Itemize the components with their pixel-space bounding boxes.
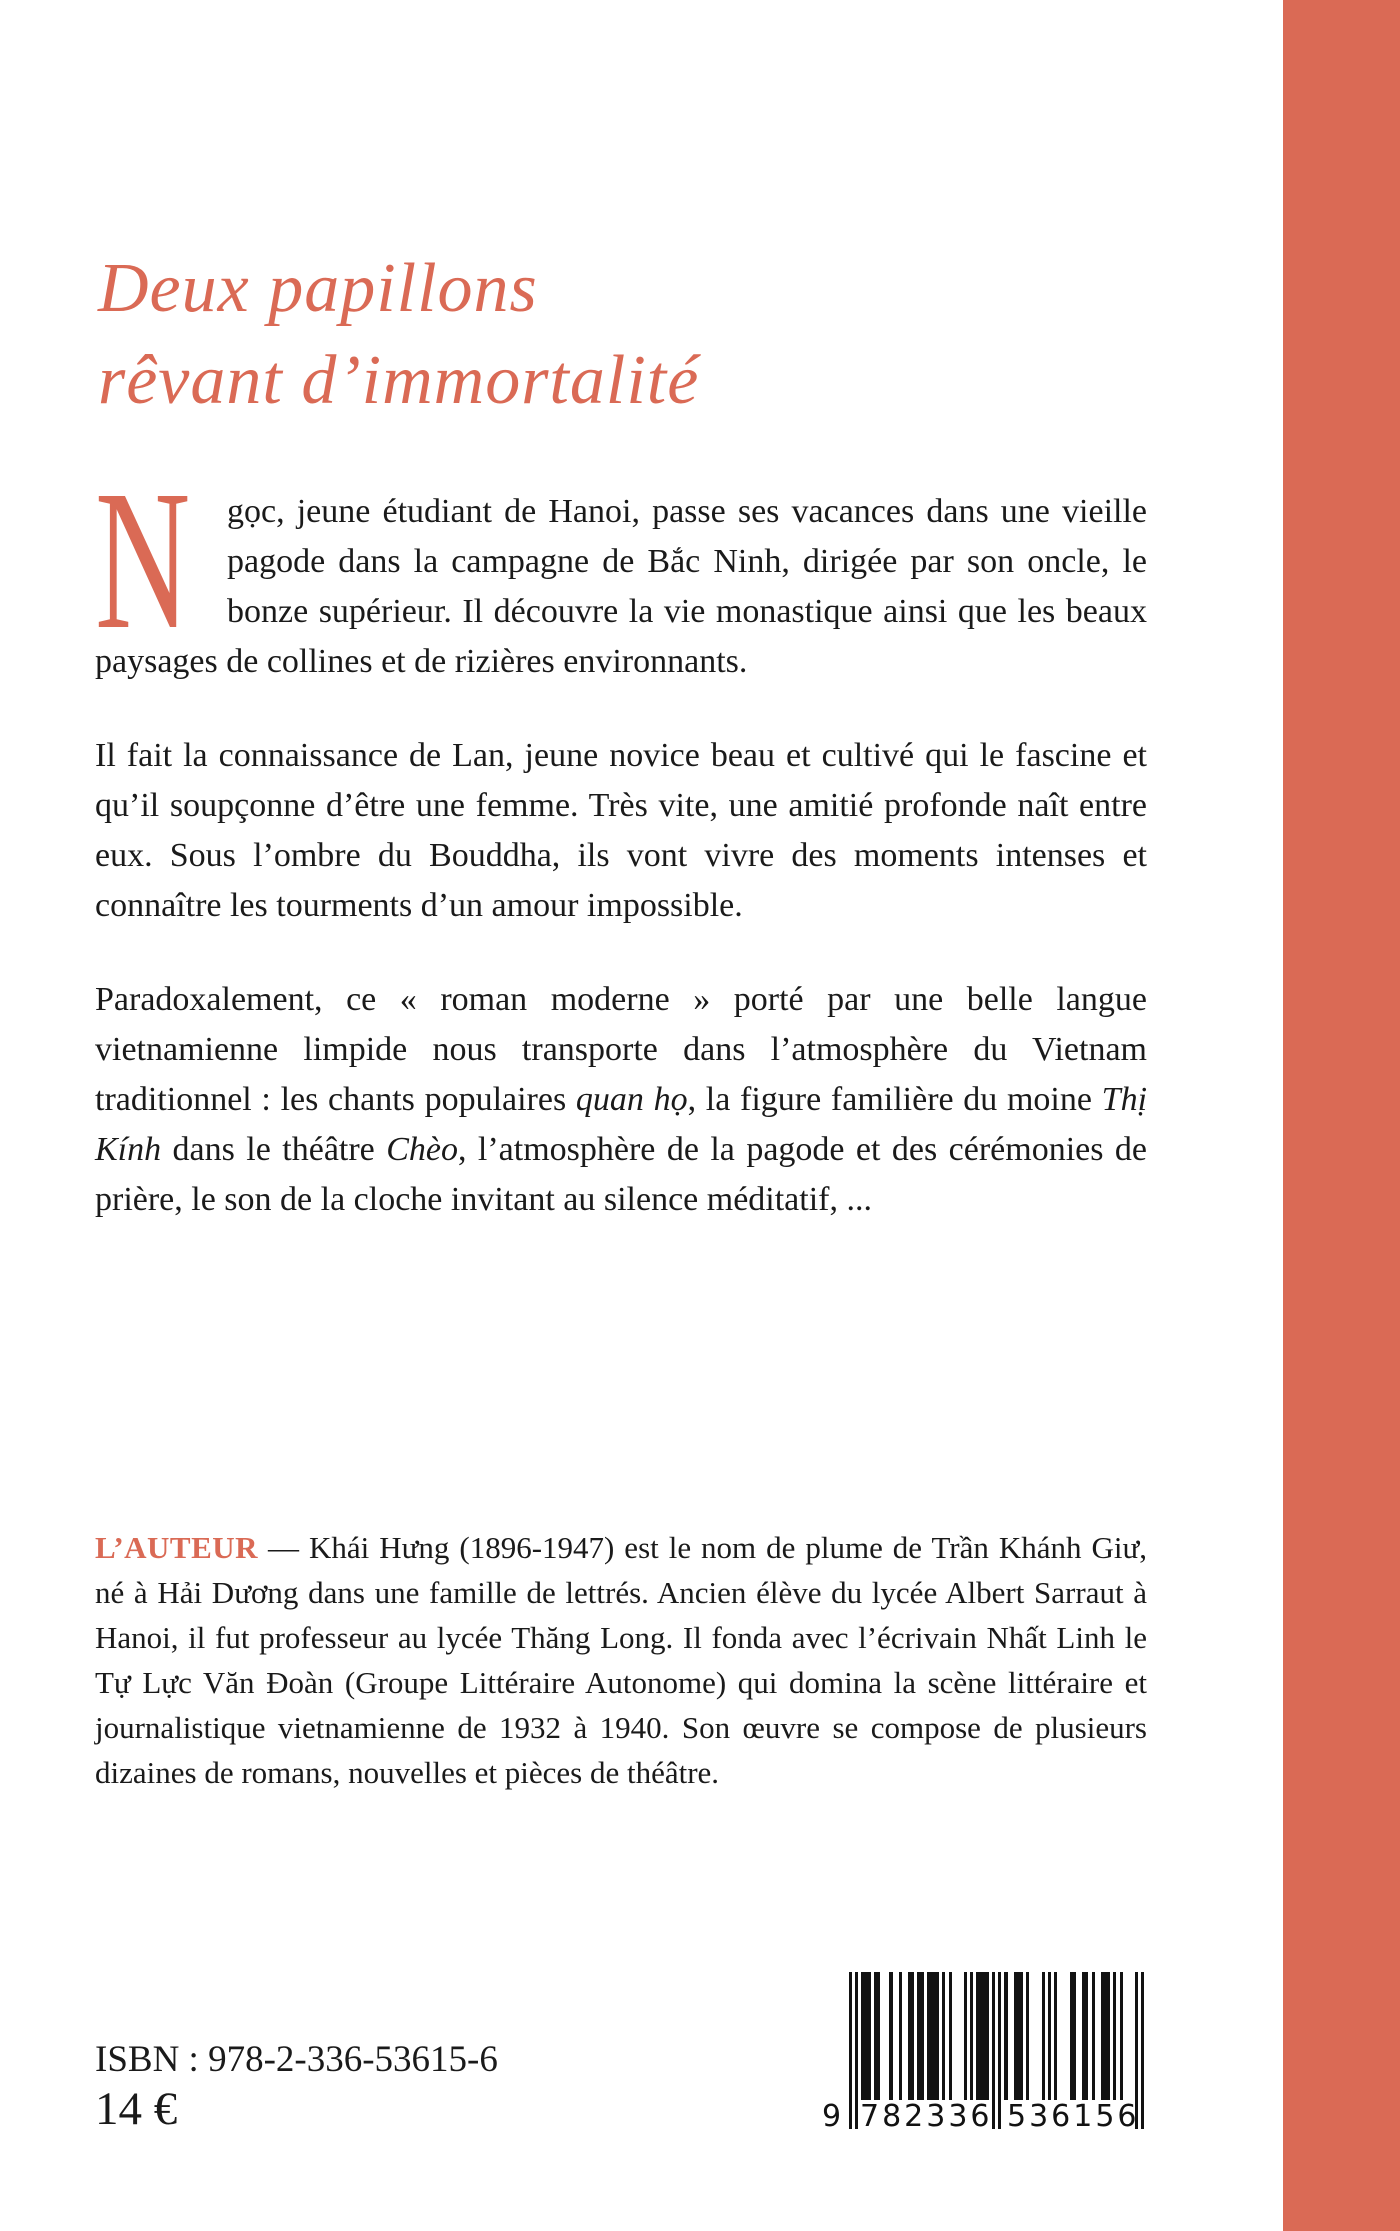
synopsis-paragraph-1: [95, 450, 1147, 687]
synopsis-paragraph-3-text: , la figure familière du moine: [687, 1081, 1102, 1118]
synopsis-paragraph-2: Il fait la connaissance de Lan, jeune novice beau et cultivé qui le fascine et qu’il soupçonne d’être une femme. Très vite, une amitié profonde naît entre eux. Sous l’ombre du Bouddha, ils vont vivre des moments intenses et connaître les tourments d’un amour impossible.: [95, 737, 1147, 924]
drop-cap: N: [95, 450, 191, 671]
author-label: L’AUTEUR: [95, 1530, 259, 1565]
barcode: [822, 1972, 1146, 2134]
author-section: [95, 1525, 1147, 1795]
barcode-digits-right: 536156: [1007, 2099, 1140, 2134]
italic-term-cheo: Chèo: [386, 1131, 458, 1168]
price-text: 14 €: [95, 2083, 178, 2135]
synopsis-paragraph-3-text: Paradoxalement, ce « roman moderne » porté par une belle langue vietnamienne limpide nous transporte dans l’atmosphère du Vietnam traditionnel : les chants populaires: [95, 981, 1147, 1118]
synopsis-paragraph-1-text: gọc, jeune étudiant de Hanoi, passe ses vacances dans une vieille pagode dans la campagne de Bắc Ninh, dirigée par son oncle, le bonze supérieur. Il découvre la vie monastique ainsi que les beaux paysages de collines et de rizières environnants.: [95, 493, 1147, 680]
synopsis-paragraph-3-text: , l’atmosphère de la pagode et des cérémonies de prière, le son de la cloche invitant au silence méditatif, ...: [95, 1131, 1147, 1218]
book-title-line-1: Deux papillons: [98, 249, 538, 327]
barcode-digit-first: 9: [822, 2099, 842, 2134]
italic-term-thi-kinh: Thị Kính: [95, 1081, 1148, 1168]
synopsis-paragraph-3: [95, 975, 1147, 1225]
isbn-text: ISBN : 978-2-336-53615-6: [95, 2039, 498, 2080]
synopsis: [95, 450, 1148, 1225]
book-title-line-2: rêvant d’immortalité: [98, 341, 700, 419]
author-bio: Khái Hưng (1896-1947) est le nom de plume de Trần Khánh Giư, né à Hải Dương dans une famille de lettrés. Ancien élève du lycée Albert Sarraut à Hanoi, il fut professeur au lycée Thăng Long. Il fonda avec l’écrivain Nhất Linh le Tự Lực Văn Đoàn (Groupe Littéraire Autonome) qui domina la scène littéraire et journalistique vietnamienne de 1932 à 1940. Son œuvre se compose de plusieurs dizaines de romans, nouvelles et pièces de théâtre.: [95, 1530, 1147, 1790]
barcode-digits-left: 782336: [860, 2099, 993, 2134]
author-separator: —: [258, 1530, 309, 1565]
synopsis-paragraph-3-text: dans le théâtre: [161, 1131, 387, 1168]
barcode-digits: [822, 2099, 1146, 2134]
accent-side-bar: [1283, 0, 1400, 2231]
book-title: [98, 243, 699, 427]
italic-term-quan-ho: quan họ: [575, 1081, 688, 1118]
